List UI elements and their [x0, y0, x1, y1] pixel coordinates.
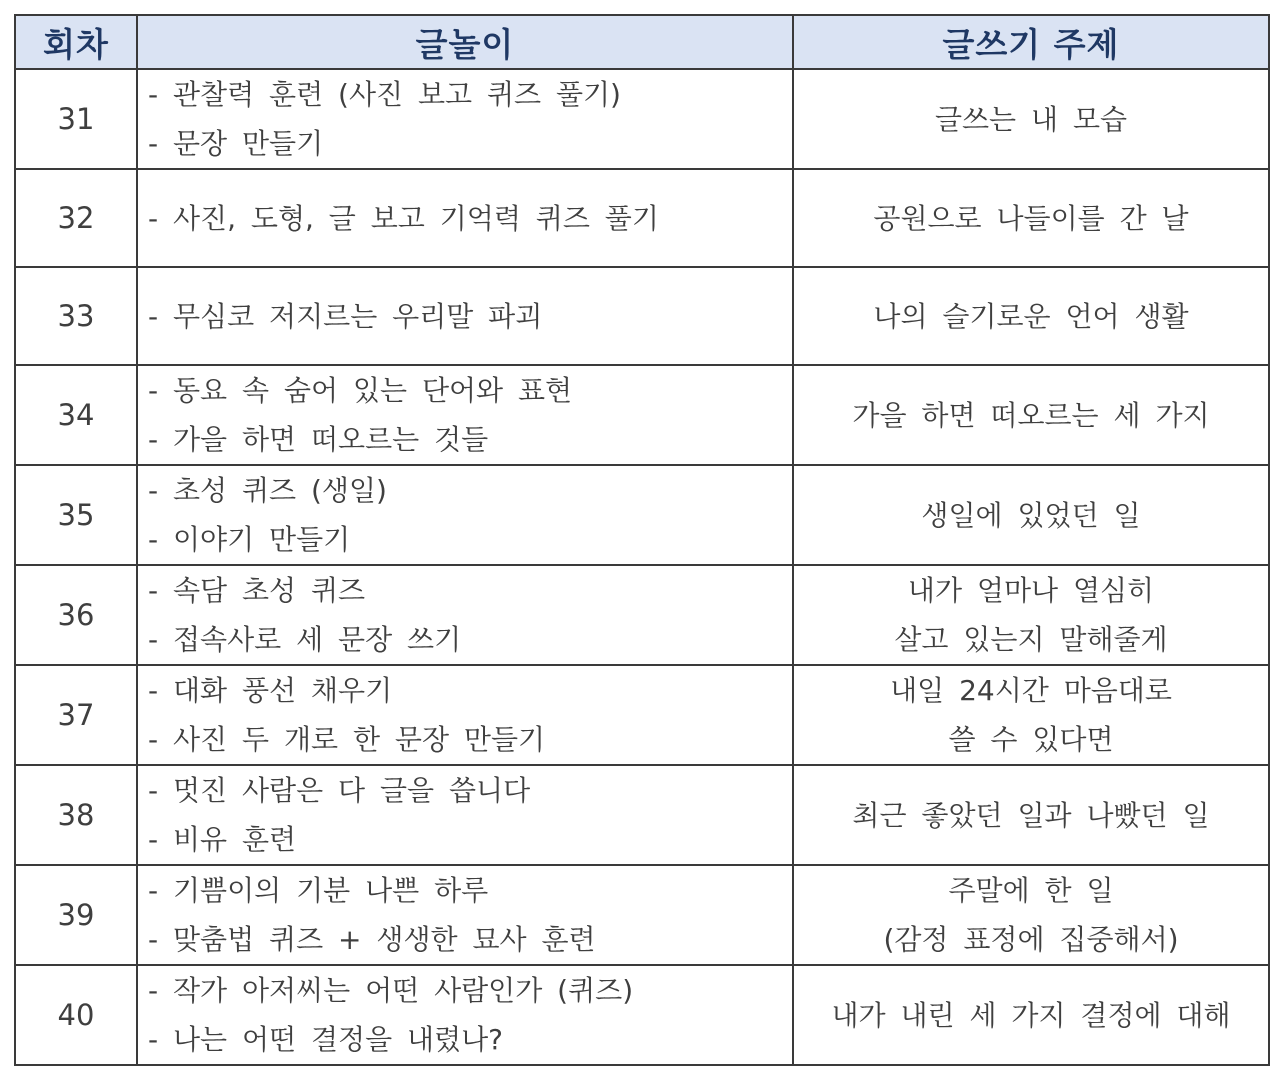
topic-cell: [793, 69, 1269, 169]
topic-cell: [793, 465, 1269, 565]
session-number: 35: [15, 465, 137, 565]
schedule-table: [14, 14, 1270, 1066]
session-number: 40: [15, 965, 137, 1065]
session-number: 33: [15, 267, 137, 365]
activity-item: - 관찰력 훈련 (사진 보고 퀴즈 풀기): [148, 78, 621, 111]
activity-item: - 기쁨이의 기분 나쁜 하루: [148, 874, 489, 907]
schedule-sheet: [14, 14, 1268, 1066]
activity-item: - 초성 퀴즈 (생일): [148, 474, 387, 507]
topic-cell: [793, 169, 1269, 267]
activity-cell: [137, 965, 793, 1065]
activity-cell: [137, 665, 793, 765]
activity-cell: [137, 365, 793, 465]
activity-item: - 문장 만들기: [148, 127, 324, 160]
topic-line: 글쓰는 내 모습: [934, 102, 1128, 136]
topic-line: 생일에 있었던 일: [921, 498, 1141, 532]
activity-item: - 맞춤법 퀴즈 + 생생한 묘사 훈련: [148, 923, 596, 956]
activity-item: - 대화 풍선 채우기: [148, 674, 393, 707]
header-activity: 글놀이: [137, 15, 793, 69]
activity-cell: [137, 865, 793, 965]
activity-cell: [137, 169, 793, 267]
topic-cell: [793, 865, 1269, 965]
table-row: [15, 465, 1269, 565]
table-row: [15, 865, 1269, 965]
activity-item: - 사진, 도형, 글 보고 기억력 퀴즈 풀기: [148, 201, 659, 235]
activity-item: - 이야기 만들기: [148, 523, 351, 556]
header-topic: 글쓰기 주제: [793, 15, 1269, 69]
topic-line: 쓸 수 있다면: [948, 723, 1114, 756]
topic-cell: [793, 365, 1269, 465]
topic-line: 공원으로 나들이를 간 날: [873, 201, 1189, 235]
activity-cell: [137, 765, 793, 865]
topic-line: 내가 내린 세 가지 결정에 대해: [831, 998, 1231, 1032]
activity-item: - 무심코 저지르는 우리말 파괴: [148, 299, 543, 333]
table-row: [15, 169, 1269, 267]
activity-cell: [137, 565, 793, 665]
topic-cell: [793, 965, 1269, 1065]
session-number: 37: [15, 665, 137, 765]
activity-cell: [137, 69, 793, 169]
topic-cell: [793, 565, 1269, 665]
topic-cell: [793, 665, 1269, 765]
table-row: [15, 965, 1269, 1065]
activity-item: - 비유 훈련: [148, 823, 297, 856]
header-row: [15, 15, 1269, 69]
topic-line: 내가 얼마나 열심히: [907, 574, 1155, 607]
table-row: [15, 69, 1269, 169]
session-number: 39: [15, 865, 137, 965]
table-row: [15, 665, 1269, 765]
session-number: 38: [15, 765, 137, 865]
activity-item: - 나는 어떤 결정을 내렸나?: [148, 1023, 504, 1056]
activity-item: - 동요 속 숨어 있는 단어와 표현: [148, 374, 573, 407]
activity-item: - 속담 초성 퀴즈: [148, 574, 366, 607]
table-row: [15, 765, 1269, 865]
topic-line: 내일 24시간 마음대로: [890, 674, 1172, 707]
topic-line: 최근 좋았던 일과 나빴던 일: [852, 798, 1210, 832]
topic-cell: [793, 765, 1269, 865]
table-row: [15, 565, 1269, 665]
session-number: 34: [15, 365, 137, 465]
session-number: 31: [15, 69, 137, 169]
header-session: 회차: [15, 15, 137, 69]
topic-line: 주말에 한 일: [948, 874, 1114, 907]
activity-item: - 가을 하면 떠오르는 것들: [148, 423, 489, 456]
activity-cell: [137, 267, 793, 365]
activity-item: - 사진 두 개로 한 문장 만들기: [148, 723, 546, 756]
session-number: 36: [15, 565, 137, 665]
topic-cell: [793, 267, 1269, 365]
activity-item: - 작가 아저씨는 어떤 사람인가 (퀴즈): [148, 974, 634, 1007]
topic-line: 살고 있는지 말해줄게: [894, 623, 1168, 656]
activity-item: - 멋진 사람은 다 글을 씁니다: [148, 774, 531, 807]
activity-cell: [137, 465, 793, 565]
topic-line: (감정 표정에 집중해서): [883, 923, 1179, 956]
session-number: 32: [15, 169, 137, 267]
topic-line: 나의 슬기로운 언어 생활: [873, 299, 1189, 333]
activity-item: - 접속사로 세 문장 쓰기: [148, 623, 462, 656]
table-row: [15, 267, 1269, 365]
topic-line: 가을 하면 떠오르는 세 가지: [852, 398, 1210, 432]
table-row: [15, 365, 1269, 465]
